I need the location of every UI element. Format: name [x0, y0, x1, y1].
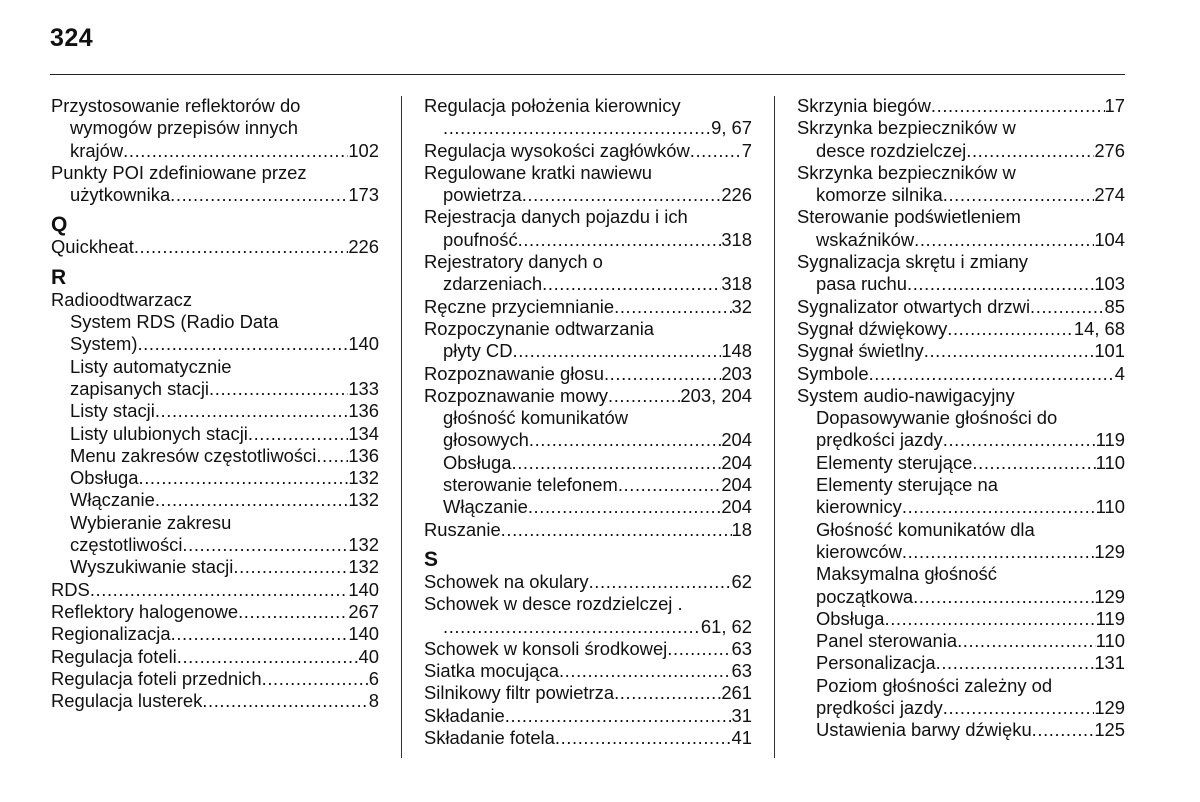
index-entry: Sygnalizacja skrętu i zmiany: [797, 251, 1028, 273]
index-subentry: [797, 496, 1125, 518]
dot-leader: [913, 586, 1094, 608]
page-reference: 125: [1094, 719, 1125, 741]
page-reference: 204: [721, 496, 752, 518]
entry-text: Silnikowy filtr powietrza: [424, 682, 615, 704]
page-reference: 148: [721, 340, 752, 362]
dot-leader: [238, 601, 348, 623]
index-entry: [51, 668, 379, 690]
entry-text: Rozpoznawanie głosu: [424, 362, 604, 384]
entry-text: krajów: [70, 139, 124, 161]
dot-leader: [957, 630, 1096, 652]
dot-leader: [529, 429, 721, 451]
dot-leader: [618, 474, 722, 496]
page-reference: 17: [1104, 95, 1125, 116]
index-subentry: System RDS (Radio Data: [70, 311, 279, 333]
index-subentry: [424, 273, 752, 295]
index-subentry: Wybieranie zakresu: [70, 511, 232, 533]
page-reference: 85: [1104, 295, 1125, 317]
page-reference: 173: [348, 184, 379, 206]
index-letter-heading: Q: [51, 213, 68, 237]
page-reference: 62: [731, 570, 752, 592]
page-number: 324: [50, 24, 94, 52]
page-reference: 129: [1094, 540, 1125, 562]
page-reference: 102: [348, 139, 379, 161]
index-entry: [51, 623, 379, 645]
index-entry: [797, 363, 1125, 385]
entry-text: Siatka mocująca: [424, 660, 559, 682]
dot-leader: [171, 623, 349, 645]
dot-leader: [123, 140, 348, 162]
page-reference: 14, 68: [1073, 317, 1125, 339]
dot-leader: [1032, 719, 1095, 741]
entry-text: Włączanie: [443, 496, 528, 518]
index-letter-heading: S: [424, 547, 439, 571]
index-subentry: [797, 719, 1125, 741]
index-subentry: Poziom głośności zależny od: [816, 674, 1053, 696]
page-reference: 61, 62: [700, 615, 752, 637]
entry-text: Personalizacja: [816, 652, 936, 674]
page-reference: 226: [348, 236, 379, 258]
entry-text: Schowek na okulary: [424, 570, 589, 592]
page-reference: 129: [1094, 697, 1125, 719]
index-entry: [51, 690, 379, 712]
entry-text: prędkości jazdy: [816, 697, 943, 719]
page-reference: 140: [348, 333, 379, 355]
dot-leader: [505, 705, 732, 727]
dot-leader: [233, 556, 348, 578]
dot-leader: [902, 496, 1096, 518]
dot-leader: [614, 682, 721, 704]
page-reference: 203, 204: [680, 384, 752, 406]
index-entry: [797, 318, 1125, 340]
index-entry: System audio-nawigacyjny: [797, 384, 1015, 406]
entry-text: płyty CD: [443, 340, 513, 362]
dot-leader: [972, 452, 1095, 474]
page-reference: 104: [1094, 228, 1125, 250]
entry-text: Ustawienia barwy dźwięku: [816, 719, 1032, 741]
page-reference: 7: [741, 139, 752, 161]
page-reference: 4: [1114, 362, 1125, 384]
entry-text: zapisanych stacji: [70, 377, 210, 399]
dot-leader: [1030, 296, 1104, 318]
index-subentry: [797, 652, 1125, 674]
entry-text: Regionalizacja: [51, 623, 171, 645]
index-subentry: [797, 429, 1125, 451]
index-subentry: [51, 489, 379, 511]
index-entry: [424, 705, 752, 727]
dot-leader: [690, 140, 742, 162]
page-reference: 131: [1094, 652, 1125, 674]
page-reference: 318: [721, 273, 752, 295]
entry-text: głosowych: [443, 429, 529, 451]
page-reference: 136: [348, 444, 379, 466]
entry-text: Obsługa: [443, 451, 512, 473]
dot-leader: [134, 236, 349, 258]
index-subentry: [51, 423, 379, 445]
index-subentry: [797, 541, 1125, 563]
index-entry: [424, 296, 752, 318]
dot-leader: [667, 638, 731, 660]
dot-leader: [559, 660, 732, 682]
index-entry: [51, 579, 379, 601]
index-entry: [51, 236, 379, 258]
entry-text: Sygnalizator otwartych drzwi: [797, 295, 1031, 317]
entry-text: Składanie fotela: [424, 727, 555, 749]
dot-leader: [542, 273, 721, 295]
index-subentry: [797, 630, 1125, 652]
index-subentry: [797, 586, 1125, 608]
index-entry: Radioodtwarzacz: [51, 288, 193, 310]
entry-text: Włączanie: [70, 489, 155, 511]
index-subentry: [424, 452, 752, 474]
dot-leader: [177, 646, 359, 668]
entry-text: Obsługa: [816, 607, 885, 629]
dot-leader: [443, 616, 701, 638]
entry-text: Skrzynia biegów: [797, 95, 931, 116]
entry-text: Reflektory halogenowe: [51, 600, 239, 622]
entry-text: Sygnał świetlny: [797, 340, 924, 362]
dot-leader: [262, 668, 369, 690]
entry-text: Quickheat: [51, 236, 134, 258]
dot-leader: [943, 429, 1096, 451]
dot-leader: [924, 340, 1095, 362]
page-reference: 110: [1095, 451, 1125, 473]
index-subentry: [51, 467, 379, 489]
index-entry: [51, 646, 379, 668]
page-reference: 101: [1094, 340, 1125, 362]
dot-leader: [943, 184, 1095, 206]
entry-text: Regulacja foteli przednich: [51, 667, 262, 689]
dot-leader: [914, 229, 1094, 251]
page-reference: 140: [348, 623, 379, 645]
index-subentry: [51, 534, 379, 556]
index-entry: [797, 296, 1125, 318]
entry-text: System): [70, 333, 138, 355]
index-subentry: [51, 445, 379, 467]
entry-text: Regulacja foteli: [51, 645, 177, 667]
entry-text: Schowek w konsoli środkowej: [424, 637, 668, 659]
index-subentry: Listy automatycznie: [70, 355, 232, 377]
entry-text: kierowców: [816, 540, 902, 562]
entry-text: sterowanie telefonem: [443, 474, 618, 496]
index-entry: Skrzynka bezpieczników w: [797, 161, 1016, 183]
page-reference: 63: [731, 637, 752, 659]
page-reference: 318: [721, 228, 752, 250]
entry-text: zdarzeniach: [443, 273, 543, 295]
index-subentry: [797, 452, 1125, 474]
page-reference: 110: [1095, 496, 1125, 518]
entry-text: Listy stacji: [70, 400, 155, 422]
dot-leader: [316, 445, 348, 467]
entry-text: desce rozdzielczej: [816, 139, 967, 161]
index-subentry: [797, 140, 1125, 162]
index-subentry: [424, 474, 752, 496]
entry-text: Elementy sterujące: [816, 451, 973, 473]
dot-leader: [182, 534, 348, 556]
entry-text: Regulacja wysokości zagłówków: [424, 139, 690, 161]
entry-text: Panel sterowania: [816, 630, 958, 652]
index-subentry: [797, 184, 1125, 206]
index-entry: Rejestratory danych o: [424, 251, 603, 273]
page-reference: 132: [348, 467, 379, 489]
index-entry: [424, 727, 752, 749]
entry-text: RDS: [51, 578, 90, 600]
dot-leader: [869, 363, 1115, 385]
dot-leader: [137, 333, 348, 355]
index-entry: [424, 140, 752, 162]
entry-text: Regulacja lusterek: [51, 690, 203, 712]
index-subentry: [51, 378, 379, 400]
dot-leader: [902, 541, 1094, 563]
index-subentry: [424, 429, 752, 451]
dot-leader: [936, 652, 1095, 674]
page-reference: 9, 67: [711, 117, 752, 139]
entry-text: Obsługa: [70, 467, 139, 489]
page-reference: 133: [348, 377, 379, 399]
index-subentry: [797, 608, 1125, 630]
page-reference: 8: [368, 690, 379, 712]
index-entry: [424, 638, 752, 660]
dot-leader: [155, 489, 348, 511]
page-reference: 41: [731, 727, 752, 749]
page-reference: 261: [721, 682, 752, 704]
index-subentry: [797, 229, 1125, 251]
dot-leader: [248, 423, 348, 445]
page-reference: 6: [368, 667, 379, 689]
index-entry: [424, 571, 752, 593]
page-reference: 129: [1094, 585, 1125, 607]
entry-text: Ruszanie: [424, 518, 501, 540]
page-reference: 40: [358, 645, 379, 667]
entry-text: Menu zakresów częstotliwości: [70, 444, 317, 466]
index-entry: [51, 601, 379, 623]
dot-leader: [555, 727, 732, 749]
index-subentry: [51, 140, 379, 162]
dot-leader: [608, 385, 680, 407]
index-entry: [424, 363, 752, 385]
index-subentry: Elementy sterujące na: [816, 474, 998, 496]
index-subentry: Maksymalna głośność: [816, 563, 997, 585]
index-subentry: [51, 184, 379, 206]
dot-leader: [139, 467, 349, 489]
page-reference: 204: [721, 474, 752, 496]
page-reference: 32: [731, 295, 752, 317]
entry-text: Sygnał dźwiękowy: [797, 317, 948, 339]
page-reference: 18: [731, 518, 752, 540]
entry-text: częstotliwości: [70, 534, 183, 556]
column-divider-1: [401, 96, 402, 758]
index-entry: [424, 682, 752, 704]
index-subentry: [424, 616, 752, 638]
page-reference: 267: [348, 600, 379, 622]
index-subentry: Dopasowywanie głośności do: [816, 407, 1058, 429]
entry-text: początkowa: [816, 585, 914, 607]
dot-leader: [170, 184, 348, 206]
page-reference: 132: [348, 489, 379, 511]
index-subentry: [51, 400, 379, 422]
page-reference: 63: [731, 660, 752, 682]
index-entry: Regulacja położenia kierownicy: [424, 95, 681, 116]
dot-leader: [907, 273, 1094, 295]
index-subentry: [424, 229, 752, 251]
page-reference: 31: [731, 704, 752, 726]
page-reference: 132: [348, 534, 379, 556]
entry-text: Składanie: [424, 704, 505, 726]
page-reference: 134: [348, 422, 379, 444]
index-entry: [424, 385, 752, 407]
index-entry: Sterowanie podświetleniem: [797, 206, 1021, 228]
dot-leader: [522, 184, 722, 206]
entry-text: komorze silnika: [816, 184, 943, 206]
index-subentry: [797, 697, 1125, 719]
index-entry: Rozpoczynanie odtwarzania: [424, 317, 655, 339]
page-reference: 132: [348, 556, 379, 578]
index-subentry: [51, 556, 379, 578]
dot-leader: [443, 117, 711, 139]
entry-text: Ręczne przyciemnianie: [424, 295, 615, 317]
page-reference: 136: [348, 400, 379, 422]
index-subentry: [424, 496, 752, 518]
entry-text: poufność: [443, 228, 518, 250]
page-reference: 119: [1095, 429, 1125, 451]
index-entry: Schowek w desce rozdzielczej .: [424, 593, 683, 615]
dot-leader: [528, 496, 721, 518]
page-reference: 103: [1094, 273, 1125, 295]
dot-leader: [931, 95, 1105, 117]
index-subentry: [424, 184, 752, 206]
dot-leader: [947, 318, 1074, 340]
index-column-2: [424, 95, 752, 749]
entry-text: wskaźników: [816, 228, 915, 250]
page-reference: 274: [1094, 184, 1125, 206]
dot-leader: [155, 400, 348, 422]
index-subentry: [51, 333, 379, 355]
index-subentry: Głośność komunikatów dla: [816, 518, 1035, 540]
dot-leader: [604, 363, 721, 385]
dot-leader: [943, 697, 1095, 719]
dot-leader: [501, 519, 732, 541]
header-rule: [50, 74, 1125, 75]
entry-text: Symbole: [797, 362, 869, 384]
page-reference: 110: [1095, 630, 1125, 652]
index-entry: Przystosowanie reflektorów do: [51, 95, 301, 116]
index-subentry: [797, 273, 1125, 295]
index-entry: [797, 95, 1125, 117]
index-entry: Regulowane kratki nawiewu: [424, 161, 652, 183]
dot-leader: [209, 378, 348, 400]
dot-leader: [589, 571, 732, 593]
index-column-1: [51, 95, 379, 712]
entry-text: Listy ulubionych stacji: [70, 422, 248, 444]
page-reference: 119: [1095, 607, 1125, 629]
dot-leader: [885, 608, 1096, 630]
page-reference: 204: [721, 429, 752, 451]
entry-text: użytkownika: [70, 184, 171, 206]
page-reference: 140: [348, 578, 379, 600]
index-entry: [797, 340, 1125, 362]
index-subentry: wymogów przepisów innych: [70, 117, 298, 139]
dot-leader: [518, 229, 722, 251]
entry-text: powietrza: [443, 184, 522, 206]
entry-text: kierownicy: [816, 496, 902, 518]
dot-leader: [90, 579, 348, 601]
page-reference: 226: [721, 184, 752, 206]
index-column-3: [797, 95, 1125, 742]
dot-leader: [513, 340, 722, 362]
entry-text: prędkości jazdy: [816, 429, 943, 451]
entry-text: pasa ruchu: [816, 273, 907, 295]
page-reference: 203: [721, 362, 752, 384]
entry-text: Rozpoznawanie mowy: [424, 384, 608, 406]
index-entry: Rejestracja danych pojazdu i ich: [424, 206, 688, 228]
index-entry: Skrzynka bezpieczników w: [797, 117, 1016, 139]
index-subentry: [424, 340, 752, 362]
entry-text: Wyszukiwanie stacji: [70, 556, 234, 578]
page-reference: 204: [721, 451, 752, 473]
dot-leader: [966, 140, 1094, 162]
index-entry: [424, 519, 752, 541]
index-subentry: głośność komunikatów: [443, 407, 629, 429]
dot-leader: [202, 690, 368, 712]
index-entry: [424, 660, 752, 682]
dot-leader: [512, 452, 722, 474]
column-divider-2: [774, 96, 775, 758]
index-subentry: [424, 117, 752, 139]
index-entry: Punkty POI zdefiniowane przez: [51, 161, 307, 183]
dot-leader: [614, 296, 731, 318]
index-letter-heading: R: [51, 265, 67, 289]
page-reference: 276: [1094, 139, 1125, 161]
